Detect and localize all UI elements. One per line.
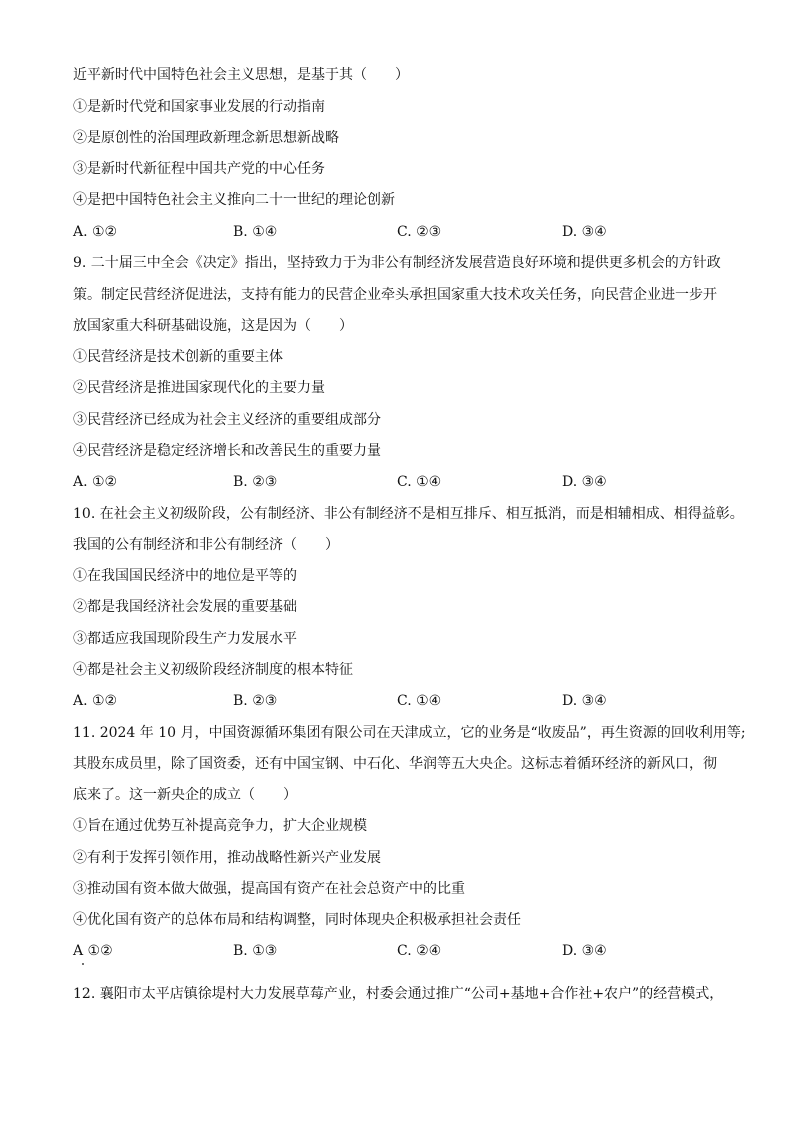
q8-option-d[interactable]: D. ③④ — [562, 224, 607, 240]
q10-item-2: ②都是我国经济社会发展的重要基础 — [73, 599, 297, 615]
q8-stem-tail: 近平新时代中国特色社会主义思想，是基于其（ ） — [73, 67, 409, 83]
q10-option-d[interactable]: D. ③④ — [562, 693, 607, 709]
q9-item-2: ②民营经济是推进国家现代化的主要力量 — [73, 380, 325, 396]
q11-stem-line-1: 11. 2024 年 10 月，中国资源循环集团有限公司在天津成立，它的业务是“收废品”，再生资源的回收利用等; — [73, 725, 746, 741]
q9-option-b[interactable]: B. ②③ — [233, 474, 278, 490]
q10-option-b[interactable]: B. ②③ — [233, 693, 278, 709]
q11-option-d[interactable]: D. ③④ — [562, 943, 607, 959]
q9-stem-line-1: 9. 二十届三中全会《决定》指出，坚持致力于为非公有制经济发展营造良好环境和提供更多机会的方针政 — [73, 255, 721, 271]
q9-item-3: ③民营经济已经成为社会主义经济的重要组成部分 — [73, 412, 381, 428]
q9-options — [73, 473, 733, 491]
q10-options — [73, 692, 733, 710]
q10-item-1: ①在我国国民经济中的地位是平等的 — [73, 568, 297, 584]
q11-item-4: ④优化国有资产的总体布局和结构调整，同时体现央企积极承担社会责任 — [73, 912, 521, 928]
q10-item-4: ④都是社会主义初级阶段经济制度的根本特征 — [73, 662, 353, 678]
stray-dot — [82, 963, 84, 965]
q9-stem-line-3: 放国家重大科研基础设施，这是因为（ ） — [73, 318, 353, 334]
q9-option-a[interactable]: A. ①② — [73, 474, 118, 490]
q10-option-a[interactable]: A. ①② — [73, 693, 118, 709]
q9-item-4: ④民营经济是稳定经济增长和改善民生的重要力量 — [73, 443, 381, 459]
q8-item-3: ③是新时代新征程中国共产党的中心任务 — [73, 161, 325, 177]
q11-item-3: ③推动国有资本做大做强，提高国有资产在社会总资产中的比重 — [73, 881, 465, 897]
q9-option-c[interactable]: C. ①④ — [397, 474, 442, 490]
q11-options — [73, 942, 733, 960]
q9-option-d[interactable]: D. ③④ — [562, 474, 607, 490]
q11-option-c[interactable]: C. ②④ — [397, 943, 442, 959]
q9-item-1: ①民营经济是技术创新的重要主体 — [73, 349, 283, 365]
q11-item-1: ①旨在通过优势互补提高竞争力，扩大企业规模 — [73, 818, 367, 834]
q10-item-3: ③都适应我国现阶段生产力发展水平 — [73, 631, 297, 647]
q11-option-b[interactable]: B. ①③ — [233, 943, 278, 959]
q8-option-b[interactable]: B. ①④ — [233, 224, 278, 240]
q9-stem-line-2: 策。制定民营经济促进法，支持有能力的民营企业牵头承担国家重大技术攻关任务，向民营企业进一步开 — [73, 287, 717, 303]
q11-stem-line-3: 底来了。这一新央企的成立（ ） — [73, 787, 297, 803]
q8-option-c[interactable]: C. ②③ — [397, 224, 442, 240]
q10-option-c[interactable]: C. ①④ — [397, 693, 442, 709]
q10-stem-line-2: 我国的公有制经济和非公有制经济（ ） — [73, 537, 339, 553]
q12-stem-line-1: 12. 襄阳市太平店镇徐堤村大力发展草莓产业，村委会通过推广“公司+基地+合作社+农户”的经营模式， — [73, 986, 724, 1002]
q11-stem-line-2: 其股东成员里，除了国资委，还有中国宝钢、中石化、华润等五大央企。这标志着循环经济的新风口，彻 — [73, 756, 717, 772]
q8-options — [73, 223, 733, 241]
q11-option-a[interactable]: A ①② — [73, 943, 113, 959]
q8-option-a[interactable]: A. ①② — [73, 224, 118, 240]
q10-stem-line-1: 10. 在社会主义初级阶段，公有制经济、非公有制经济不是相互排斥、相互抵消，而是相辅相成、相得益彰。 — [73, 506, 744, 522]
q8-item-4: ④是把中国特色社会主义推向二十一世纪的理论创新 — [73, 192, 395, 208]
q8-item-1: ①是新时代党和国家事业发展的行动指南 — [73, 99, 325, 115]
q8-item-2: ②是原创性的治国理政新理念新思想新战略 — [73, 130, 339, 146]
q11-item-2: ②有利于发挥引领作用，推动战略性新兴产业发展 — [73, 850, 381, 866]
